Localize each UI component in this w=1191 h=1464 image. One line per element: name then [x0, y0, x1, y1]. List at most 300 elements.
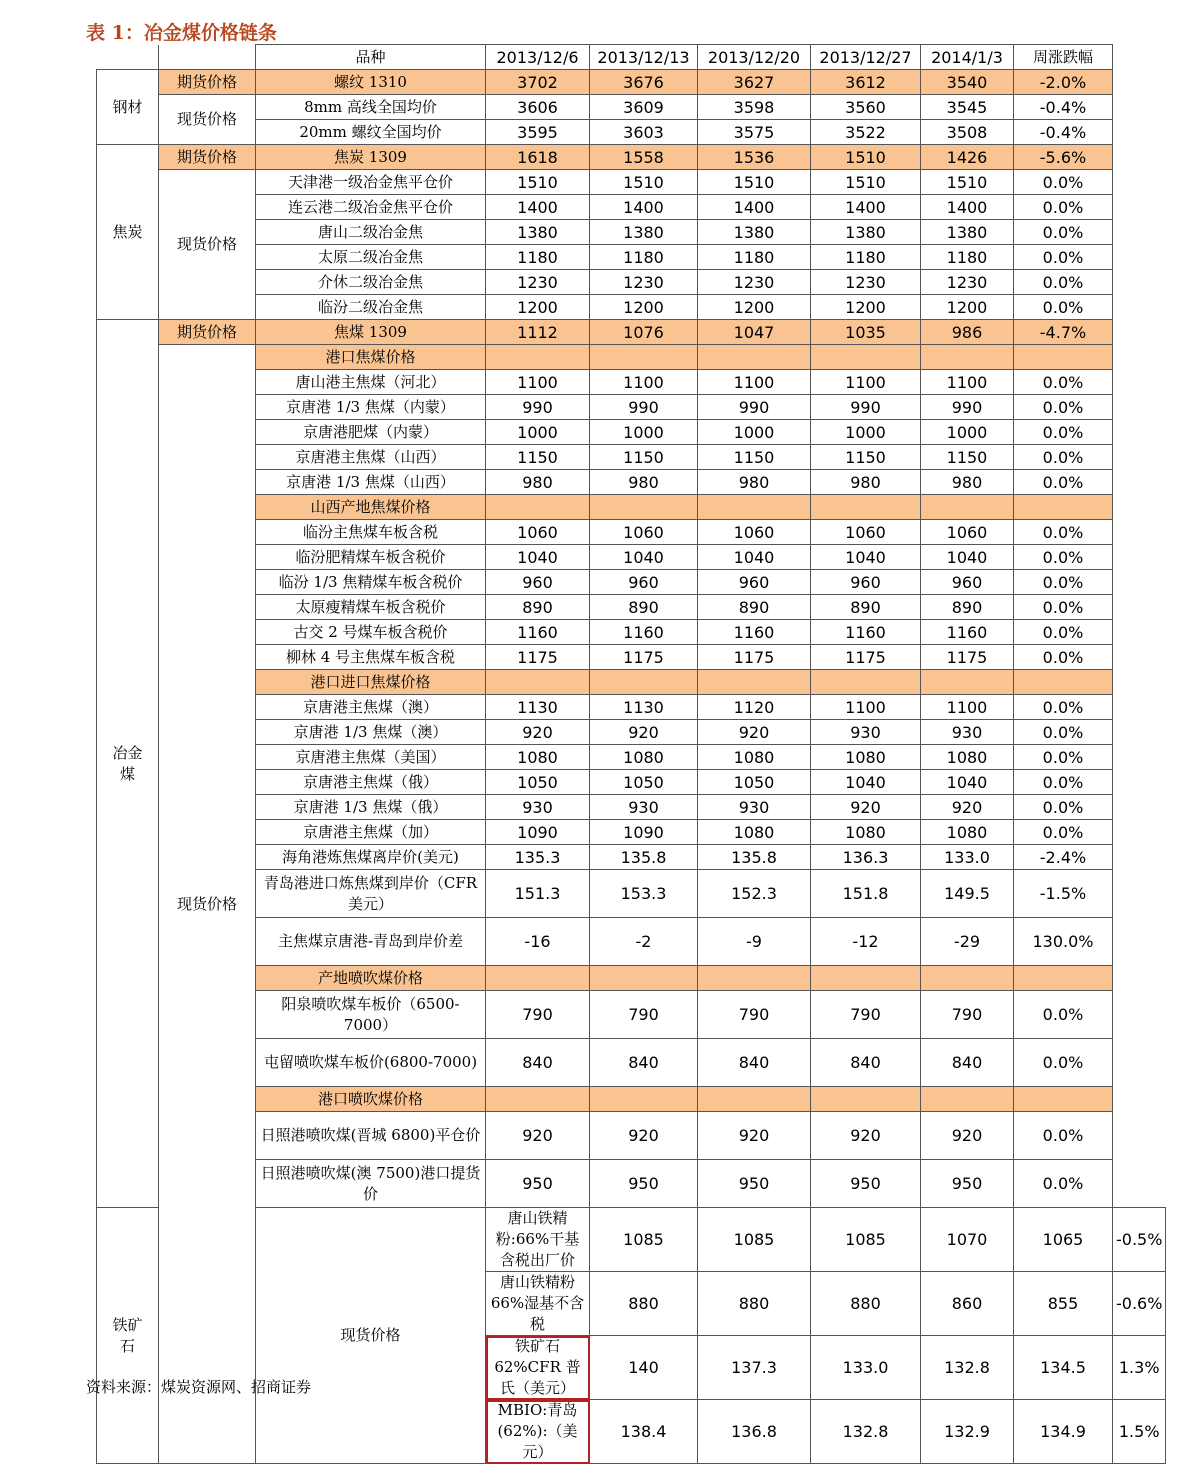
price-cell: 135.8	[698, 845, 811, 870]
price-cell: 3609	[590, 95, 698, 120]
table-row	[97, 1112, 1166, 1160]
variety-name: 京唐港主焦煤（山西）	[256, 445, 486, 470]
table-row	[97, 195, 1166, 220]
variety-name: 焦炭 1309	[256, 145, 486, 170]
price-cell: 1510	[811, 170, 921, 195]
variety-name: 铁矿石 62%CFR 普氏（美元）	[486, 1336, 590, 1400]
variety-name: 古交 2 号煤车板含税价	[256, 620, 486, 645]
price-cell: 1076	[590, 320, 698, 345]
weekly-change-cell: 0.0%	[1014, 695, 1113, 720]
header-date: 2013/12/6	[486, 45, 590, 70]
price-cell: 1618	[486, 145, 590, 170]
weekly-change-cell: -5.6%	[1014, 145, 1113, 170]
price-cell: 1510	[698, 170, 811, 195]
variety-name: 京唐港肥煤（内蒙）	[256, 420, 486, 445]
spot-category-label: 现货价格	[159, 170, 256, 320]
price-cell: 980	[921, 470, 1014, 495]
price-cell: 920	[921, 795, 1014, 820]
price-cell: 1080	[811, 820, 921, 845]
section-empty-cell	[1014, 345, 1113, 370]
weekly-change-cell: 0.0%	[1014, 1039, 1113, 1087]
table-row	[97, 570, 1166, 595]
price-cell: 1050	[486, 770, 590, 795]
price-cell: 1380	[590, 220, 698, 245]
price-cell: 1000	[811, 420, 921, 445]
variety-name: 京唐港主焦煤（澳）	[256, 695, 486, 720]
variety-name: 临汾主焦煤车板含税	[256, 520, 486, 545]
price-cell: 960	[486, 570, 590, 595]
price-cell: 132.8	[811, 1400, 921, 1464]
section-empty-cell	[811, 345, 921, 370]
variety-name: 海角港炼焦煤离岸价(美元)	[256, 845, 486, 870]
weekly-change-cell: 0.0%	[1014, 1160, 1113, 1208]
price-cell: 1160	[921, 620, 1014, 645]
price-cell: 950	[811, 1160, 921, 1208]
price-cell: 134.9	[1014, 1400, 1113, 1464]
price-cell: 790	[698, 991, 811, 1039]
weekly-change-cell: -2.0%	[1014, 70, 1113, 95]
table-row	[97, 220, 1166, 245]
group-label: 铁矿 石	[97, 1208, 159, 1464]
table-row	[97, 145, 1166, 170]
variety-name: 太原二级冶金焦	[256, 245, 486, 270]
price-cell: 1050	[590, 770, 698, 795]
weekly-change-cell: -1.5%	[1014, 870, 1113, 918]
section-empty-cell	[698, 495, 811, 520]
section-empty-cell	[486, 670, 590, 695]
price-cell: 1160	[811, 620, 921, 645]
price-cell: 960	[590, 570, 698, 595]
price-cell: 3598	[698, 95, 811, 120]
table-row	[97, 620, 1166, 645]
variety-name: 柳林 4 号主焦煤车板含税	[256, 645, 486, 670]
table-row	[97, 270, 1166, 295]
header-blank-2	[159, 45, 256, 70]
price-cell: 1380	[811, 220, 921, 245]
price-cell: 1200	[486, 295, 590, 320]
price-cell: 1400	[811, 195, 921, 220]
price-cell: 930	[486, 795, 590, 820]
price-cell: 1000	[921, 420, 1014, 445]
price-cell: -12	[811, 918, 921, 966]
table-row	[97, 745, 1166, 770]
section-row	[97, 1087, 1166, 1112]
price-cell: 1175	[486, 645, 590, 670]
price-cell: 1510	[811, 145, 921, 170]
price-cell: 1047	[698, 320, 811, 345]
section-empty-cell	[590, 495, 698, 520]
price-cell: 790	[811, 991, 921, 1039]
price-cell: 960	[921, 570, 1014, 595]
price-cell: 920	[590, 1112, 698, 1160]
weekly-change-cell: 0.0%	[1014, 595, 1113, 620]
weekly-change-cell: 0.0%	[1014, 270, 1113, 295]
variety-name: 连云港二级冶金焦平仓价	[256, 195, 486, 220]
price-cell: 1060	[811, 520, 921, 545]
table-row	[97, 1208, 1166, 1272]
price-cell: 890	[698, 595, 811, 620]
price-cell: 855	[1014, 1272, 1113, 1336]
price-cell: -9	[698, 918, 811, 966]
price-cell: 1400	[590, 195, 698, 220]
price-cell: 3522	[811, 120, 921, 145]
price-cell: -16	[486, 918, 590, 966]
table-row	[97, 470, 1166, 495]
price-cell: 1035	[811, 320, 921, 345]
header-date: 2013/12/20	[698, 45, 811, 70]
weekly-change-cell: 0.0%	[1014, 395, 1113, 420]
header-date: 2013/12/13	[590, 45, 698, 70]
section-empty-cell	[921, 345, 1014, 370]
price-cell: -2	[590, 918, 698, 966]
table-row	[97, 95, 1166, 120]
price-cell: 1090	[590, 820, 698, 845]
table-row	[97, 1039, 1166, 1087]
price-cell: 1100	[590, 370, 698, 395]
section-empty-cell	[811, 966, 921, 991]
price-cell: 149.5	[921, 870, 1014, 918]
section-empty-cell	[486, 966, 590, 991]
weekly-change-cell: 1.3%	[1113, 1336, 1166, 1400]
price-cell: 980	[698, 470, 811, 495]
price-cell: 1080	[921, 820, 1014, 845]
variety-name: 京唐港主焦煤（加）	[256, 820, 486, 845]
price-cell: 1050	[698, 770, 811, 795]
price-cell: 1230	[486, 270, 590, 295]
price-cell: 790	[486, 991, 590, 1039]
price-cell: 1085	[590, 1208, 698, 1272]
variety-name: 太原瘦精煤车板含税价	[256, 595, 486, 620]
table-row	[97, 545, 1166, 570]
table-row	[97, 820, 1166, 845]
price-cell: 790	[590, 991, 698, 1039]
section-empty-cell	[811, 670, 921, 695]
price-cell: 132.8	[921, 1336, 1014, 1400]
price-cell: 1200	[811, 295, 921, 320]
group-label: 焦炭	[97, 145, 159, 320]
price-cell: 1085	[698, 1208, 811, 1272]
section-empty-cell	[486, 1087, 590, 1112]
price-cell: 1510	[590, 170, 698, 195]
price-cell: 136.8	[698, 1400, 811, 1464]
price-cell: 860	[921, 1272, 1014, 1336]
section-label: 产地喷吹煤价格	[256, 966, 486, 991]
header-row	[97, 45, 1166, 70]
price-cell: 138.4	[590, 1400, 698, 1464]
section-row	[97, 670, 1166, 695]
price-cell: 1175	[590, 645, 698, 670]
price-cell: 3606	[486, 95, 590, 120]
price-cell: 1000	[486, 420, 590, 445]
variety-name: 京唐港 1/3 焦煤（俄）	[256, 795, 486, 820]
table-row	[97, 870, 1166, 918]
price-cell: 1230	[921, 270, 1014, 295]
variety-name: 介休二级冶金焦	[256, 270, 486, 295]
price-cell: 980	[486, 470, 590, 495]
section-label: 港口喷吹煤价格	[256, 1087, 486, 1112]
price-cell: 920	[811, 795, 921, 820]
price-cell: 990	[486, 395, 590, 420]
variety-name: 京唐港 1/3 焦煤（澳）	[256, 720, 486, 745]
price-cell: 1175	[921, 645, 1014, 670]
price-cell: 1230	[590, 270, 698, 295]
header-date: 2014/1/3	[921, 45, 1014, 70]
table-row	[97, 645, 1166, 670]
variety-name: 天津港一级冶金焦平仓价	[256, 170, 486, 195]
price-cell: 1100	[486, 370, 590, 395]
price-cell: 1080	[811, 745, 921, 770]
weekly-change-cell: 0.0%	[1014, 991, 1113, 1039]
price-cell: 152.3	[698, 870, 811, 918]
price-cell: 135.3	[486, 845, 590, 870]
price-cell: 137.3	[698, 1336, 811, 1400]
table-row	[97, 120, 1166, 145]
price-cell: 1080	[921, 745, 1014, 770]
price-cell: 3595	[486, 120, 590, 145]
price-cell: 1150	[811, 445, 921, 470]
price-cell: 1200	[698, 295, 811, 320]
price-cell: 132.9	[921, 1400, 1014, 1464]
price-cell: 1150	[698, 445, 811, 470]
table-body	[97, 70, 1166, 1464]
price-cell: 1200	[921, 295, 1014, 320]
price-cell: 990	[921, 395, 1014, 420]
spot-category-label: 现货价格	[159, 95, 256, 145]
weekly-change-cell: 0.0%	[1014, 195, 1113, 220]
variety-name: 唐山铁精粉 66%湿基不含税	[486, 1272, 590, 1336]
price-cell: 840	[486, 1039, 590, 1087]
section-empty-cell	[1014, 1087, 1113, 1112]
price-cell: 950	[590, 1160, 698, 1208]
price-cell: 3545	[921, 95, 1014, 120]
price-cell: 1380	[921, 220, 1014, 245]
price-cell: 840	[921, 1039, 1014, 1087]
price-cell: 1100	[698, 370, 811, 395]
section-empty-cell	[590, 670, 698, 695]
price-cell: 1100	[921, 695, 1014, 720]
section-label: 港口进口焦煤价格	[256, 670, 486, 695]
section-row	[97, 495, 1166, 520]
price-cell: 151.3	[486, 870, 590, 918]
price-cell: 1558	[590, 145, 698, 170]
weekly-change-cell: 0.0%	[1014, 795, 1113, 820]
futures-category-label: 期货价格	[159, 320, 256, 345]
table-row	[97, 295, 1166, 320]
price-cell: 133.0	[811, 1336, 921, 1400]
price-chain-table	[96, 44, 1166, 1464]
price-cell: 1060	[486, 520, 590, 545]
weekly-change-cell: -0.5%	[1113, 1208, 1166, 1272]
section-empty-cell	[698, 966, 811, 991]
variety-name: 京唐港主焦煤（俄）	[256, 770, 486, 795]
table-row	[97, 520, 1166, 545]
price-cell: 990	[698, 395, 811, 420]
weekly-change-cell: 0.0%	[1014, 620, 1113, 645]
price-cell: 920	[921, 1112, 1014, 1160]
price-cell: 890	[486, 595, 590, 620]
weekly-change-cell: 0.0%	[1014, 570, 1113, 595]
price-cell: 1100	[921, 370, 1014, 395]
price-cell: 3575	[698, 120, 811, 145]
variety-name: 唐山铁精粉:66%干基含税出厂价	[486, 1208, 590, 1272]
section-empty-cell	[698, 670, 811, 695]
price-cell: 1160	[590, 620, 698, 645]
price-cell: 1040	[590, 545, 698, 570]
price-cell: 3603	[590, 120, 698, 145]
section-empty-cell	[486, 495, 590, 520]
weekly-change-cell: 0.0%	[1014, 545, 1113, 570]
group-label: 冶金 煤	[97, 320, 159, 1208]
variety-name: 20mm 螺纹全国均价	[256, 120, 486, 145]
price-cell: 1160	[698, 620, 811, 645]
variety-name: 临汾肥精煤车板含税价	[256, 545, 486, 570]
price-cell: 920	[811, 1112, 921, 1160]
price-cell: 1510	[486, 170, 590, 195]
weekly-change-cell: 0.0%	[1014, 520, 1113, 545]
weekly-change-cell: 0.0%	[1014, 220, 1113, 245]
price-cell: 1150	[921, 445, 1014, 470]
table-title: 表 1：冶金煤价格链条	[86, 22, 277, 44]
weekly-change-cell: -4.7%	[1014, 320, 1113, 345]
price-cell: 1180	[921, 245, 1014, 270]
weekly-change-cell: 0.0%	[1014, 245, 1113, 270]
table-row	[97, 918, 1166, 966]
weekly-change-cell: 0.0%	[1014, 470, 1113, 495]
variety-name: 主焦煤京唐港-青岛到岸价差	[256, 918, 486, 966]
price-cell: 1230	[811, 270, 921, 295]
price-cell: 3508	[921, 120, 1014, 145]
section-empty-cell	[1014, 966, 1113, 991]
price-cell: 1180	[698, 245, 811, 270]
section-empty-cell	[1014, 670, 1113, 695]
price-cell: 980	[590, 470, 698, 495]
price-cell: 151.8	[811, 870, 921, 918]
section-empty-cell	[698, 345, 811, 370]
weekly-change-cell: -2.4%	[1014, 845, 1113, 870]
price-cell: 930	[698, 795, 811, 820]
price-cell: 920	[486, 720, 590, 745]
price-cell: 1080	[698, 745, 811, 770]
price-cell: 1090	[486, 820, 590, 845]
price-cell: 890	[921, 595, 1014, 620]
price-cell: 990	[590, 395, 698, 420]
price-cell: 890	[811, 595, 921, 620]
variety-name: 唐山二级冶金焦	[256, 220, 486, 245]
weekly-change-cell: 0.0%	[1014, 170, 1113, 195]
price-cell: 3612	[811, 70, 921, 95]
price-cell: 1065	[1014, 1208, 1113, 1272]
price-cell: 1040	[811, 770, 921, 795]
header-change: 周涨跌幅	[1014, 45, 1113, 70]
price-cell: 1130	[486, 695, 590, 720]
price-cell: 1085	[811, 1208, 921, 1272]
variety-name: 焦煤 1309	[256, 320, 486, 345]
price-cell: 1100	[811, 695, 921, 720]
price-cell: 153.3	[590, 870, 698, 918]
price-cell: 840	[698, 1039, 811, 1087]
price-cell: 1040	[811, 545, 921, 570]
table-row	[97, 720, 1166, 745]
variety-name: 京唐港主焦煤（美国）	[256, 745, 486, 770]
spot-category-label: 现货价格	[256, 1208, 486, 1464]
price-cell: 1200	[590, 295, 698, 320]
price-cell: 840	[811, 1039, 921, 1087]
variety-name: MBIO:青岛(62%):（美元）	[486, 1400, 590, 1464]
section-empty-cell	[921, 966, 1014, 991]
section-empty-cell	[921, 1087, 1014, 1112]
price-cell: 135.8	[590, 845, 698, 870]
price-cell: 980	[811, 470, 921, 495]
price-cell: 960	[811, 570, 921, 595]
spot-category-label: 现货价格	[159, 345, 256, 1464]
price-cell: 880	[811, 1272, 921, 1336]
table-row	[97, 845, 1166, 870]
price-cell: 1080	[698, 820, 811, 845]
section-empty-cell	[921, 495, 1014, 520]
price-cell: 930	[921, 720, 1014, 745]
price-chain-table-wrap	[96, 44, 1166, 1464]
price-cell: 1120	[698, 695, 811, 720]
table-row	[97, 170, 1166, 195]
price-cell: 880	[698, 1272, 811, 1336]
section-label: 山西产地焦煤价格	[256, 495, 486, 520]
weekly-change-cell: -0.4%	[1014, 95, 1113, 120]
price-cell: 1380	[698, 220, 811, 245]
price-cell: 140	[590, 1336, 698, 1400]
price-cell: 1180	[811, 245, 921, 270]
weekly-change-cell: 0.0%	[1014, 770, 1113, 795]
price-cell: 890	[590, 595, 698, 620]
section-empty-cell	[811, 495, 921, 520]
price-cell: 1230	[698, 270, 811, 295]
section-empty-cell	[590, 966, 698, 991]
price-cell: 950	[486, 1160, 590, 1208]
price-cell: 1400	[486, 195, 590, 220]
weekly-change-cell: 0.0%	[1014, 745, 1113, 770]
price-cell: 950	[921, 1160, 1014, 1208]
weekly-change-cell: -0.6%	[1113, 1272, 1166, 1336]
variety-name: 螺纹 1310	[256, 70, 486, 95]
table-row	[97, 1160, 1166, 1208]
price-cell: 1000	[590, 420, 698, 445]
table-row	[97, 245, 1166, 270]
header-variety: 品种	[256, 45, 486, 70]
variety-name: 临汾二级冶金焦	[256, 295, 486, 320]
table-row	[97, 320, 1166, 345]
weekly-change-cell: 0.0%	[1014, 445, 1113, 470]
price-cell: 930	[811, 720, 921, 745]
price-cell: 1180	[590, 245, 698, 270]
table-row	[97, 595, 1166, 620]
price-cell: 1040	[921, 545, 1014, 570]
price-cell: 1100	[811, 370, 921, 395]
price-cell: 1060	[698, 520, 811, 545]
price-cell: 1080	[486, 745, 590, 770]
variety-name: 青岛港进口炼焦煤到岸价（CFR 美元）	[256, 870, 486, 918]
weekly-change-cell: 0.0%	[1014, 420, 1113, 445]
table-row	[97, 420, 1166, 445]
header-blank-1	[97, 45, 159, 70]
weekly-change-cell: 0.0%	[1014, 295, 1113, 320]
price-cell: 1175	[698, 645, 811, 670]
price-cell: 1080	[590, 745, 698, 770]
price-cell: 3702	[486, 70, 590, 95]
price-cell: 1112	[486, 320, 590, 345]
price-cell: 3560	[811, 95, 921, 120]
price-cell: 1130	[590, 695, 698, 720]
price-cell: 1000	[698, 420, 811, 445]
price-cell: 840	[590, 1039, 698, 1087]
